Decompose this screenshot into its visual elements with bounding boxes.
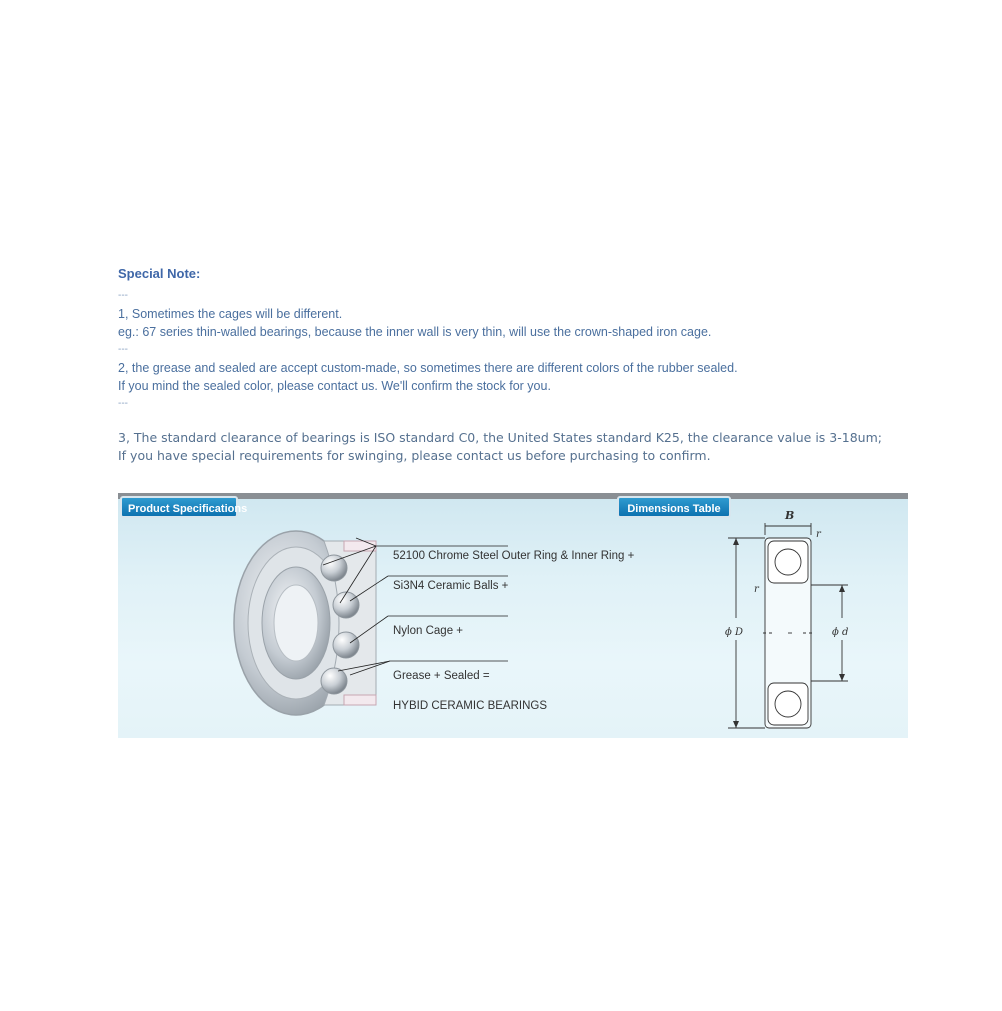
dimensions-drawing bbox=[708, 493, 908, 738]
note-title: Special Note: bbox=[118, 266, 201, 281]
separator: --- bbox=[118, 398, 128, 409]
dim-label-b: B bbox=[785, 509, 795, 522]
note-item-1-line-1: 1, Sometimes the cages will be different. bbox=[118, 307, 343, 321]
special-note bbox=[118, 266, 918, 465]
note-item-3-line-2: If you have special requirements for swinging, please contact us before purchasing to confirm. bbox=[118, 448, 711, 463]
note-item-3-line-1: 3, The standard clearance of bearings is ISO standard C0, the United States standard K25, the clearance value is 3-18um; bbox=[118, 430, 882, 445]
separator: --- bbox=[118, 344, 128, 355]
spec-grease-sealed: Grease + Sealed = bbox=[393, 670, 490, 682]
note-item-1-line-2: eg.: 67 series thin-walled bearings, because the inner wall is very thin, will use the crown-shaped iron cage. bbox=[118, 325, 712, 339]
dim-label-inner-diameter: ϕ d bbox=[832, 627, 849, 638]
tab-dimensions-table: Dimensions Table bbox=[617, 496, 731, 518]
dim-label-outer-diameter: ϕ D bbox=[725, 627, 744, 638]
spec-outer-inner-ring: 52100 Chrome Steel Outer Ring & Inner Ring + bbox=[393, 550, 635, 562]
separator: --- bbox=[118, 290, 128, 301]
spec-result-hybrid-ceramic: HYBID CERAMIC BEARINGS bbox=[393, 700, 547, 712]
spec-nylon-cage: Nylon Cage + bbox=[393, 625, 463, 637]
note-item-2-line-1: 2, the grease and sealed are accept custom-made, so sometimes there are different colors of the rubber sealed. bbox=[118, 361, 738, 375]
note-item-2-line-2: If you mind the sealed color, please contact us. We'll confirm the stock for you. bbox=[118, 379, 551, 393]
dim-label-r-top: r bbox=[816, 529, 821, 540]
product-spec-banner bbox=[118, 493, 908, 738]
dim-label-r-inner: r bbox=[754, 584, 759, 595]
tab-product-specifications: Product Specifications bbox=[120, 496, 238, 518]
spec-ceramic-balls: Si3N4 Ceramic Balls + bbox=[393, 580, 509, 592]
